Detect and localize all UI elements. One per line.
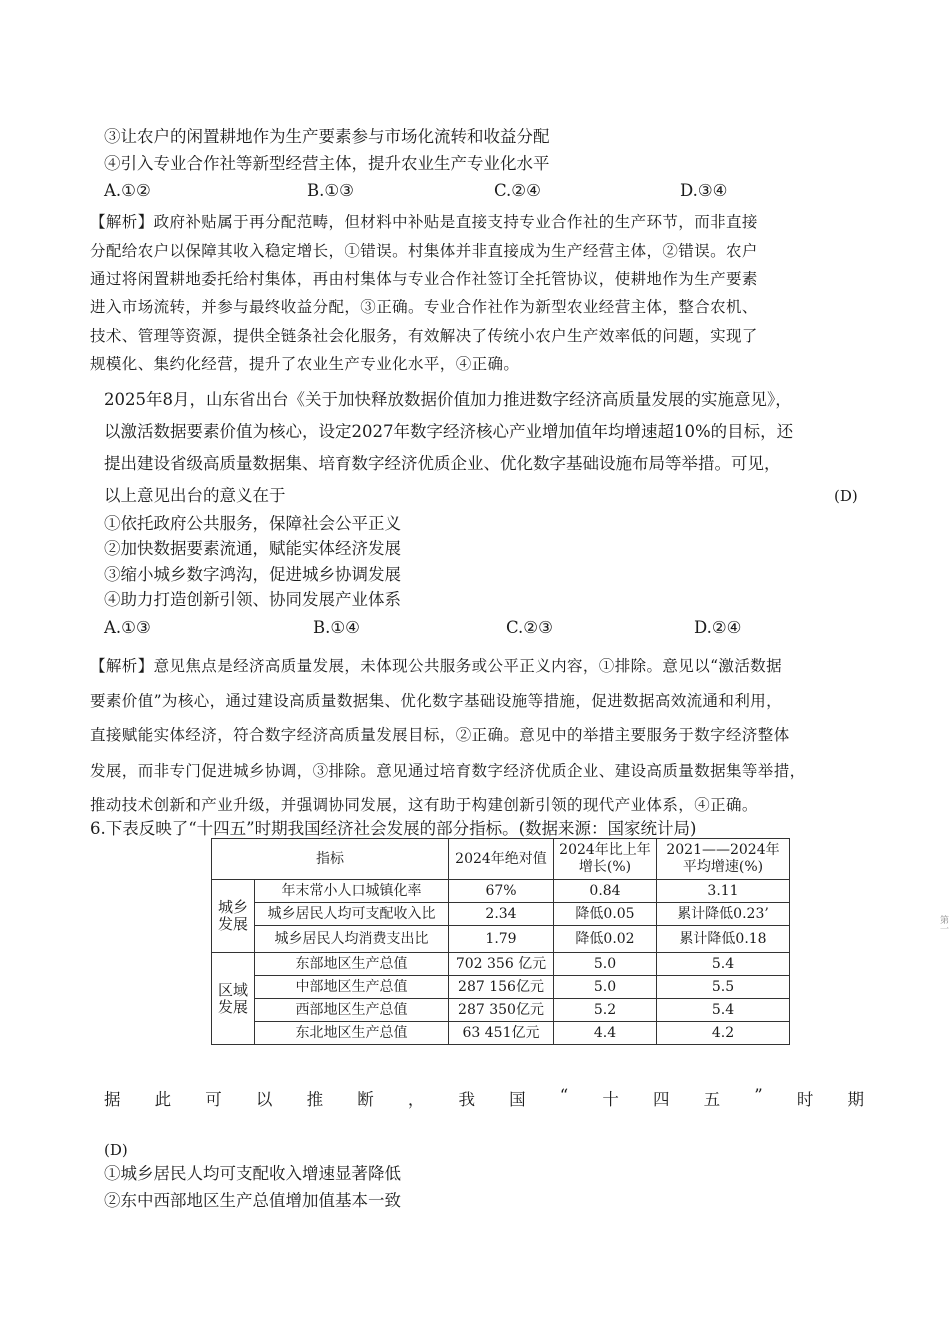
table-row <box>212 880 790 903</box>
table-row <box>212 926 790 953</box>
prev-option-d[interactable]: D.③④ <box>680 181 728 200</box>
q5-stem-line: 提出建设省级高质量数据集、培育数字经济优质企业、优化数字基础设施布局等举措。可见， <box>104 454 781 473</box>
q5-option-d[interactable]: D.②④ <box>694 618 742 637</box>
prev-item-4: ④引入专业合作社等新型经营主体，提升农业生产专业化水平 <box>104 154 550 173</box>
row-avg: 累计降低0.18 <box>657 926 790 953</box>
prev-option-a[interactable]: A.①② <box>104 181 151 200</box>
q5-analysis-line: 推动技术创新和产业升级，并强调协同发展，这有助于构建创新引领的现代产业体系，④正确。 <box>90 796 758 814</box>
q5-analysis-line: 直接赋能实体经济，符合数字经济高质量发展目标，②正确。意见中的举措主要服务于数字经济整体 <box>90 726 790 744</box>
conclusion-char: 期 <box>847 1090 864 1109</box>
conclusion-char: 以 <box>255 1090 273 1109</box>
prev-analysis-line: 进入市场流转，并参与最终收益分配，③正确。专业合作社作为新型农业经营主体，整合农机、 <box>90 298 758 316</box>
row-label: 年末常小人口城镇化率 <box>255 880 449 903</box>
row-abs: 287 350亿元 <box>449 999 554 1022</box>
prev-analysis-line: 【解析】政府补贴属于再分配范畴，但材料中补贴是直接支持专业合作社的生产环节，而非直接 <box>90 213 758 231</box>
row-abs: 63 451亿元 <box>449 1022 554 1045</box>
row-growth: 5.2 <box>554 999 657 1022</box>
q5-stem-line: 2025年8月，山东省出台《关于加快释放数据价值加力推进数字经济高质量发展的实施意见》， <box>104 390 792 409</box>
table-row <box>212 953 790 976</box>
q6-conclusion-line <box>104 1086 864 1110</box>
row-label: 中部地区生产总值 <box>255 976 449 999</box>
q6-stem: 6.下表反映了“十四五”时期我国经济社会发展的部分指标。(数据来源：国家统计局) <box>90 819 697 838</box>
q5-stem-line: 以上意见出台的意义在于 <box>104 486 286 505</box>
conclusion-char: 十 <box>602 1090 619 1109</box>
table-header-row <box>212 839 790 880</box>
row-avg: 4.2 <box>657 1022 790 1045</box>
prev-item-3: ③让农户的闲置耕地作为生产要素参与市场化流转和收益分配 <box>104 127 550 146</box>
prev-analysis-line: 分配给农户以保障其收入稳定增长，①错误。村集体并非直接成为生产经营主体，②错误。农户 <box>90 242 758 260</box>
side-margin-mark: 第一 <box>938 915 948 933</box>
conclusion-char: 推 <box>306 1090 324 1109</box>
q5-item-2: ②加快数据要素流通，赋能实体经济发展 <box>104 539 401 558</box>
header-indicator: 指标 <box>212 839 449 880</box>
row-avg: 5.5 <box>657 976 790 999</box>
q5-analysis-line: 发展，而非专门促进城乡协调，③排除。意见通过培育数字经济优质企业、建设高质量数据集等举措， <box>90 762 806 780</box>
q5-item-3: ③缩小城乡数字鸿沟，促进城乡协调发展 <box>104 565 401 584</box>
row-growth: 5.0 <box>554 976 657 999</box>
conclusion-char: 可 <box>205 1090 222 1109</box>
row-label: 城乡居民人均消费支出比 <box>255 926 449 953</box>
indicator-table <box>211 838 790 1045</box>
conclusion-char: 据 <box>104 1090 121 1109</box>
q5-option-b[interactable]: B.①④ <box>313 618 360 637</box>
q5-item-1: ①依托政府公共服务，保障社会公平正义 <box>104 514 401 533</box>
conclusion-char: ， <box>407 1090 425 1109</box>
conclusion-char: 时 <box>796 1090 814 1109</box>
row-avg: 累计降低0.23’ <box>657 903 790 926</box>
q6-item-1: ①城乡居民人均可支配收入增速显著降低 <box>104 1164 401 1183</box>
table-row <box>212 903 790 926</box>
header-abs-value: 2024年绝对值 <box>449 839 554 880</box>
header-avg-growth: 2021——2024年平均增速(%) <box>657 839 790 880</box>
q5-answer: (D) <box>834 487 858 505</box>
conclusion-char: 此 <box>154 1090 172 1109</box>
q5-stem-line: 以激活数据要素价值为核心，设定2027年数字经济核心产业增加值年均增速超10%的目标，还 <box>104 422 794 441</box>
table-row <box>212 1022 790 1045</box>
q5-analysis-line: 【解析】意见焦点是经济高质量发展，未体现公共服务或公平正义内容，①排除。意见以“激活数据 <box>90 657 783 675</box>
prev-analysis-line: 通过将闲置耕地委托给村集体，再由村集体与专业合作社签订全托管协议，使耕地作为生产要素 <box>90 270 758 288</box>
row-label: 东部地区生产总值 <box>255 953 449 976</box>
q5-item-4: ④助力打造创新引领、协同发展产业体系 <box>104 590 401 609</box>
q6-answer: (D) <box>104 1141 128 1159</box>
conclusion-char: “ <box>559 1086 569 1105</box>
row-avg: 3.11 <box>657 880 790 903</box>
row-abs: 702 356 亿元 <box>449 953 554 976</box>
conclusion-char: 断 <box>357 1090 374 1109</box>
row-growth: 4.4 <box>554 1022 657 1045</box>
q6-item-2: ②东中西部地区生产总值增加值基本一致 <box>104 1191 401 1210</box>
row-label: 城乡居民人均可支配收入比 <box>255 903 449 926</box>
q5-option-c[interactable]: C.②③ <box>506 618 553 637</box>
conclusion-char: 我 <box>458 1090 475 1109</box>
prev-option-c[interactable]: C.②④ <box>494 181 541 200</box>
conclusion-char: 四 <box>652 1090 670 1109</box>
q5-analysis-line: 要素价值”为核心，通过建设高质量数据集、优化数字基础设施等措施，促进数据高效流通和利用， <box>90 692 783 710</box>
row-avg: 5.4 <box>657 999 790 1022</box>
row-abs: 2.34 <box>449 903 554 926</box>
group-label-urban-rural: 城乡发展 <box>212 880 255 953</box>
header-growth: 2024年比上年增长(%) <box>554 839 657 880</box>
row-label: 西部地区生产总值 <box>255 999 449 1022</box>
row-growth: 降低0.05 <box>554 903 657 926</box>
group-label-regional: 区域发展 <box>212 953 255 1045</box>
prev-option-b[interactable]: B.①③ <box>307 181 354 200</box>
row-growth: 5.0 <box>554 953 657 976</box>
row-growth: 0.84 <box>554 880 657 903</box>
conclusion-char: 五 <box>703 1090 721 1109</box>
row-label: 东北地区生产总值 <box>255 1022 449 1045</box>
table-row <box>212 999 790 1022</box>
row-abs: 287 156亿元 <box>449 976 554 999</box>
row-abs: 1.79 <box>449 926 554 953</box>
table-row <box>212 976 790 999</box>
prev-analysis-line: 技术、管理等资源，提供全链条社会化服务，有效解决了传统小农户生产效率低的问题，实现了 <box>90 327 758 345</box>
row-abs: 67% <box>449 880 554 903</box>
row-avg: 5.4 <box>657 953 790 976</box>
q5-option-a[interactable]: A.①③ <box>104 618 151 637</box>
conclusion-char: 国 <box>509 1090 526 1109</box>
prev-analysis-line: 规模化、集约化经营，提升了农业生产专业化水平，④正确。 <box>90 355 520 373</box>
row-growth: 降低0.02 <box>554 926 657 953</box>
conclusion-char: ” <box>754 1086 763 1105</box>
